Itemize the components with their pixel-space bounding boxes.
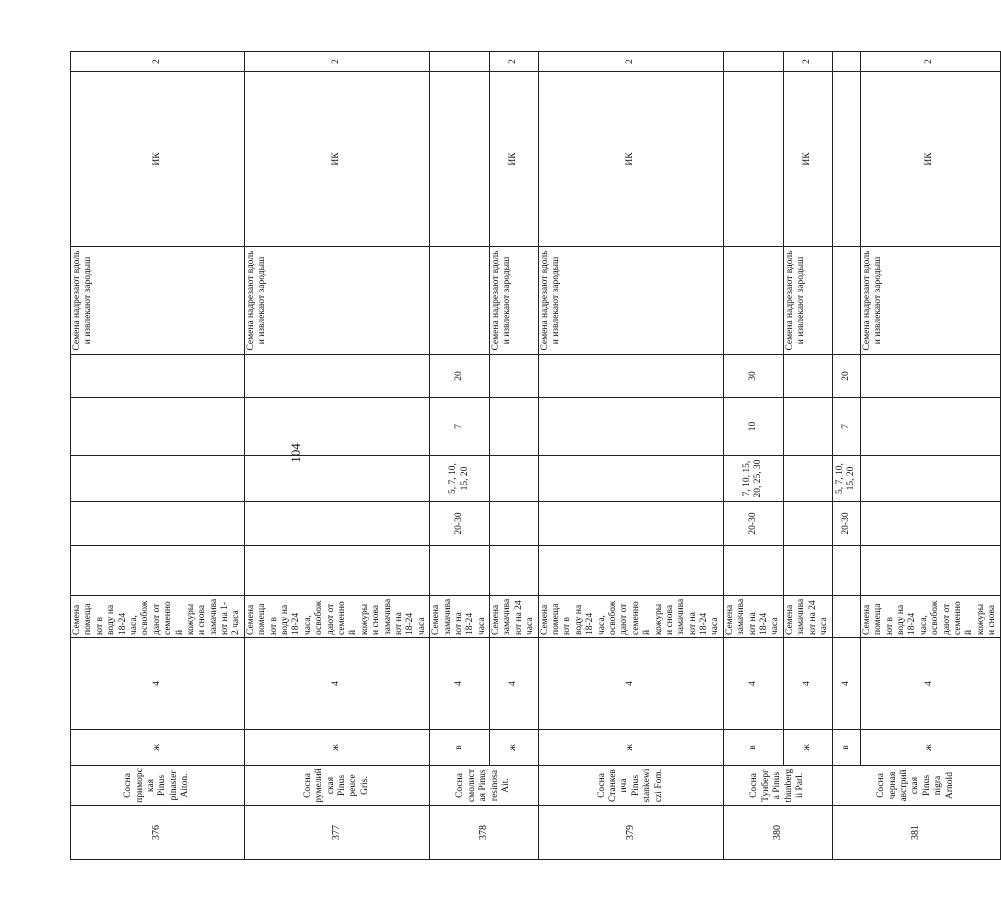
method-text <box>723 247 783 355</box>
method-text: Семена надрезают вдоль и извлекают зародыш <box>490 247 539 355</box>
cell-col6 <box>723 546 783 596</box>
cell-col4: 4 <box>490 638 539 730</box>
ik-code <box>723 72 783 247</box>
cell-col10: 30 <box>723 355 783 398</box>
table-row <box>71 52 245 860</box>
cell-col4: 4 <box>430 638 490 730</box>
cell-last <box>430 52 490 72</box>
row-number: 376 <box>71 806 245 860</box>
cell-col9 <box>490 398 539 456</box>
cell-col7 <box>490 502 539 546</box>
species-name: Сосна черная австрийская Pinus nigra Arnold <box>832 766 1000 806</box>
cell-col4: 4 <box>832 638 860 730</box>
cell-last <box>832 52 860 72</box>
method-text: Семена надрезают вдоль и извлекают зародыш <box>538 247 723 355</box>
seed-type: ж <box>783 730 832 766</box>
cell-col9: 7 <box>430 398 490 456</box>
cell-last: 2 <box>783 52 832 72</box>
cell-col10 <box>538 355 723 398</box>
cell-col8: 5, 7, 10, 15, 20 <box>430 456 490 502</box>
cell-col8 <box>860 456 1000 502</box>
row-number: 380 <box>723 806 832 860</box>
cell-col10 <box>490 355 539 398</box>
seed-type: ж <box>860 730 1000 766</box>
cell-last: 2 <box>860 52 1000 72</box>
seed-type: ж <box>490 730 539 766</box>
cell-col8 <box>538 456 723 502</box>
cell-col6 <box>244 546 429 596</box>
seed-type: ж <box>244 730 429 766</box>
cell-col7 <box>71 502 245 546</box>
cell-col4: 4 <box>860 638 1000 730</box>
cell-col6 <box>490 546 539 596</box>
seed-type: в <box>430 730 490 766</box>
cell-col6 <box>832 546 860 596</box>
preparation-text: Семена замачивают на 18-24 часа <box>723 596 783 638</box>
cell-col6 <box>783 546 832 596</box>
cell-last: 2 <box>490 52 539 72</box>
ik-code <box>832 72 860 247</box>
table-row <box>430 52 490 860</box>
cell-col4: 4 <box>538 638 723 730</box>
method-text: Семена надрезают вдоль и извлекают зародыш <box>244 247 429 355</box>
method-text: Семена надрезают вдоль и извлекают зародыш <box>860 247 1000 355</box>
cell-last: 2 <box>244 52 429 72</box>
cell-col8 <box>783 456 832 502</box>
row-number: 377 <box>244 806 429 860</box>
cell-col9 <box>783 398 832 456</box>
cell-col7 <box>860 502 1000 546</box>
cell-col8 <box>490 456 539 502</box>
ik-code: ИК <box>244 72 429 247</box>
preparation-text: Семена помещают в воду на 18-24 часа, освобождают от семенной кожуры и снова замачивают на 18-24 часа <box>244 596 429 638</box>
page-number: 104 <box>288 443 303 463</box>
cell-col7 <box>538 502 723 546</box>
cell-col8: 7, 10, 15, 20, 25, 30 <box>723 456 783 502</box>
preparation-text: Семена замачивают на 24 часа <box>490 596 539 638</box>
ik-code: ИК <box>783 72 832 247</box>
cell-col4: 4 <box>71 638 245 730</box>
cell-col7 <box>244 502 429 546</box>
seed-type: ж <box>538 730 723 766</box>
cell-col9 <box>71 398 245 456</box>
cell-col7: 20-30 <box>430 502 490 546</box>
preparation-text <box>832 596 860 638</box>
ik-code: ИК <box>538 72 723 247</box>
table-row <box>832 52 860 860</box>
ik-code <box>430 72 490 247</box>
table-row <box>538 52 723 860</box>
cell-col9 <box>244 398 429 456</box>
table-row <box>860 52 1000 860</box>
table-row <box>244 52 429 860</box>
row-number: 381 <box>832 806 1000 860</box>
cell-col7: 20-30 <box>832 502 860 546</box>
species-name: Сосна румелийская Pinus peuce Gris. <box>244 766 429 806</box>
cell-col6 <box>71 546 245 596</box>
preparation-text: Семена замачивают на 24 часа <box>783 596 832 638</box>
cell-col9 <box>860 398 1000 456</box>
cell-col9: 10 <box>723 398 783 456</box>
preparation-text: Семена помещают в воду на 18-24 часа, освобождают от семенной кожуры и снова замачивают на 1-2 часа <box>71 596 245 638</box>
preparation-text: Семена помещают в воду на 18-24 часа, освобождают от семенной кожуры и снова <box>860 596 1000 638</box>
cell-col10 <box>71 355 245 398</box>
method-text: Семена надрезают вдоль и извлекают зародыш <box>71 247 245 355</box>
cell-col4: 4 <box>723 638 783 730</box>
ik-code: ИК <box>71 72 245 247</box>
species-name: Сосна приморская Pinus pinaster Aiton. <box>71 766 245 806</box>
cell-col10: 20 <box>832 355 860 398</box>
cell-col6 <box>860 546 1000 596</box>
table-container <box>70 52 998 860</box>
table-row <box>490 52 539 860</box>
cell-col7: 20-30 <box>723 502 783 546</box>
cell-col6 <box>430 546 490 596</box>
table-row <box>783 52 832 860</box>
cell-last: 2 <box>71 52 245 72</box>
cell-col4: 4 <box>244 638 429 730</box>
row-number: 378 <box>430 806 539 860</box>
cell-col8: 5, 7, 10, 15, 20 <box>832 456 860 502</box>
method-text: Семена надрезают вдоль и извлекают зародыш <box>783 247 832 355</box>
cell-col10 <box>244 355 429 398</box>
cell-last <box>723 52 783 72</box>
preparation-text: Семена помещают в воду на 18-24 часа, освобождают от семенной кожуры и снова замачивают на 18-24 часа <box>538 596 723 638</box>
cell-col7 <box>783 502 832 546</box>
method-text <box>832 247 860 355</box>
preparation-text: Семена замачивают на 18-24 часа <box>430 596 490 638</box>
seed-type: в <box>723 730 783 766</box>
cell-col8 <box>71 456 245 502</box>
method-text <box>430 247 490 355</box>
table-row <box>723 52 783 860</box>
seed-type: ж <box>71 730 245 766</box>
cell-col9: 7 <box>832 398 860 456</box>
cell-col10 <box>860 355 1000 398</box>
species-name: Сосна Станкевича Pinus stankewiczi Fom. <box>538 766 723 806</box>
cell-col8 <box>244 456 429 502</box>
row-number: 379 <box>538 806 723 860</box>
germination-table <box>70 51 1001 860</box>
cell-col10 <box>783 355 832 398</box>
species-name: Сосна смолистая Pinus resinosa Ait. <box>430 766 539 806</box>
seed-type: в <box>832 730 860 766</box>
cell-col9 <box>538 398 723 456</box>
cell-last: 2 <box>538 52 723 72</box>
cell-col4: 4 <box>783 638 832 730</box>
species-name: Сосна Тунберга Pinus thunbergii Parl. <box>723 766 832 806</box>
ik-code: ИК <box>860 72 1000 247</box>
cell-col10: 20 <box>430 355 490 398</box>
cell-col6 <box>538 546 723 596</box>
ik-code: ИК <box>490 72 539 247</box>
